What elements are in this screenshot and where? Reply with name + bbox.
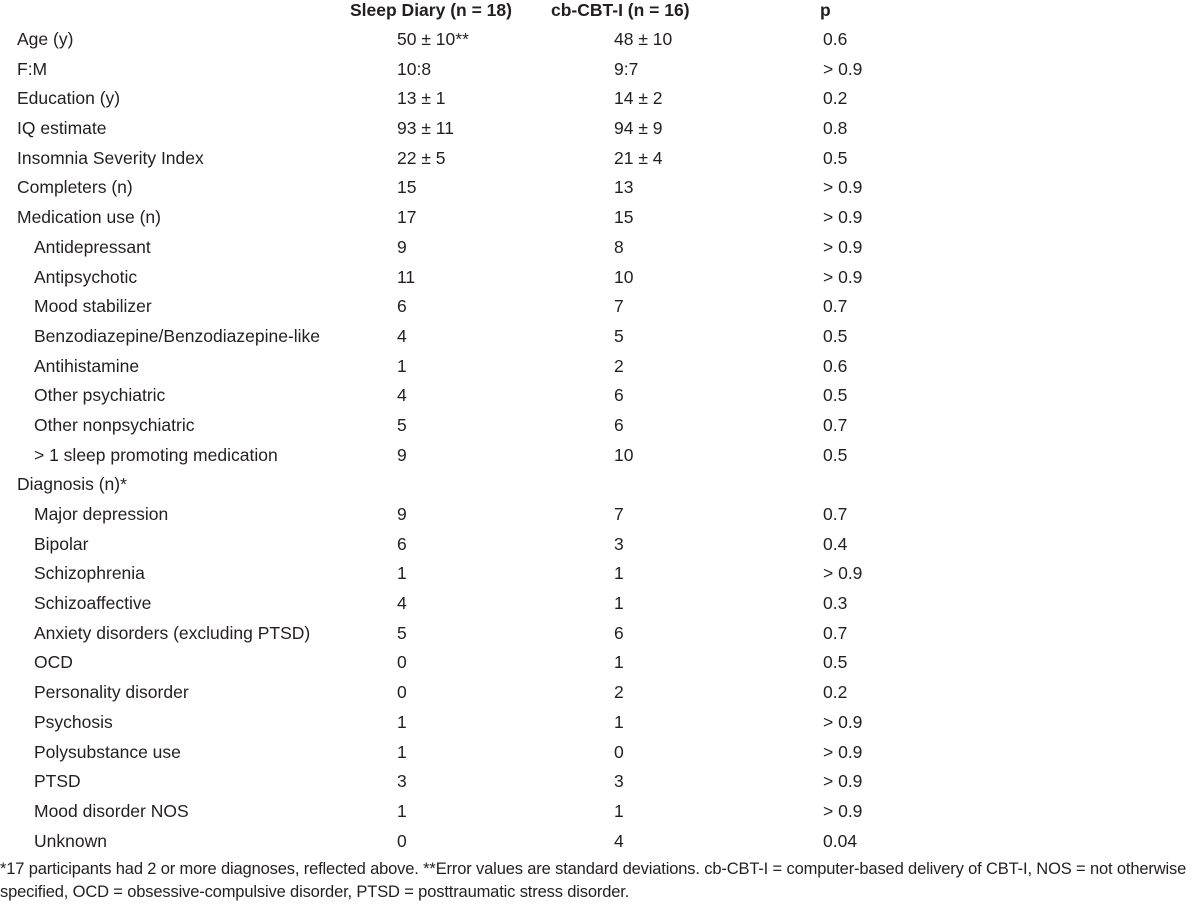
cell-sleep-diary: 5 — [397, 622, 407, 643]
table-row — [0, 500, 1200, 530]
row-label: > 1 sleep promoting medication — [34, 444, 278, 465]
cell-sleep-diary: 6 — [397, 533, 407, 554]
row-label: Medication use (n) — [17, 207, 161, 228]
cell-p-value: > 0.9 — [823, 58, 863, 79]
cell-sleep-diary: 10:8 — [397, 58, 432, 79]
cell-cb-cbt-i: 1 — [614, 711, 624, 732]
cell-sleep-diary: 4 — [397, 593, 407, 614]
cell-sleep-diary: 9 — [397, 504, 407, 524]
cell-p-value: 0.5 — [823, 444, 848, 465]
cell-p-value: 0.7 — [823, 504, 848, 524]
cell-cb-cbt-i: 21 ± 4 — [614, 147, 663, 168]
cell-cb-cbt-i: 4 — [614, 830, 624, 851]
table-row — [0, 559, 1200, 589]
table-row — [0, 411, 1200, 441]
cell-cb-cbt-i: 3 — [614, 771, 624, 792]
cell-sleep-diary: 11 — [397, 266, 416, 287]
cell-cb-cbt-i: 8 — [614, 236, 624, 257]
cell-p-value: > 0.9 — [823, 177, 863, 198]
cell-sleep-diary: 22 ± 5 — [397, 147, 446, 168]
cell-cb-cbt-i: 2 — [614, 682, 624, 703]
table-row — [0, 381, 1200, 411]
cell-p-value: 0.4 — [823, 533, 848, 554]
cell-cb-cbt-i: 7 — [614, 504, 624, 524]
cell-sleep-diary: 5 — [397, 414, 407, 435]
cell-p-value: 0.5 — [823, 385, 848, 406]
row-label: Unknown — [34, 830, 107, 851]
table-header — [0, 0, 1200, 22]
cell-sleep-diary: 4 — [397, 325, 407, 346]
cell-p-value: 0.7 — [823, 622, 848, 643]
header-cb-cbt-i: cb-CBT-I (n = 16) — [551, 0, 690, 20]
cell-sleep-diary: 0 — [397, 830, 407, 851]
cell-p-value: > 0.9 — [823, 207, 863, 228]
cell-sleep-diary: 1 — [397, 563, 407, 584]
row-label: Antipsychotic — [34, 266, 138, 287]
table-row — [0, 352, 1200, 382]
cell-cb-cbt-i: 10 — [614, 266, 634, 287]
table-row — [0, 797, 1200, 827]
row-label: Major depression — [34, 504, 169, 524]
cell-cb-cbt-i: 15 — [614, 207, 634, 228]
table-row — [0, 144, 1200, 174]
row-label: OCD — [34, 652, 73, 673]
cell-cb-cbt-i: 3 — [614, 533, 624, 554]
cell-sleep-diary: 6 — [397, 296, 407, 317]
cell-sleep-diary: 15 — [397, 177, 417, 198]
cell-sleep-diary: 9 — [397, 236, 407, 257]
cell-cb-cbt-i: 1 — [614, 800, 624, 821]
cell-p-value: 0.3 — [823, 593, 848, 614]
cell-p-value: 0.7 — [823, 414, 848, 435]
cell-cb-cbt-i: 10 — [614, 444, 634, 465]
row-label: Bipolar — [34, 533, 89, 554]
table-row — [0, 738, 1200, 768]
cell-cb-cbt-i: 9:7 — [614, 58, 639, 79]
cell-p-value: 0.5 — [823, 652, 848, 673]
table-body — [0, 25, 1200, 856]
cell-cb-cbt-i: 1 — [614, 563, 624, 584]
cell-p-value: > 0.9 — [823, 800, 863, 821]
row-label: Antidepressant — [34, 236, 151, 257]
cell-cb-cbt-i: 14 ± 2 — [614, 88, 663, 109]
cell-cb-cbt-i: 7 — [614, 296, 624, 317]
table-row — [0, 114, 1200, 144]
table-row — [0, 84, 1200, 114]
table-row — [0, 25, 1200, 55]
cell-sleep-diary: 1 — [397, 800, 407, 821]
cell-sleep-diary: 1 — [397, 711, 407, 732]
footnote: *17 participants had 2 or more diagnoses, reflected above. **Error values are standard deviations. cb-CBT-I = computer-based delivery of CBT-I, NOS = not otherwise specified, OCD = obsessive-compulsive disorder, PTSD = posttraumatic stress disorder. — [0, 860, 1187, 901]
cell-p-value: > 0.9 — [823, 266, 863, 287]
table-row — [0, 441, 1200, 471]
cell-p-value: > 0.9 — [823, 771, 863, 792]
cell-cb-cbt-i: 6 — [614, 414, 624, 435]
row-label: Mood disorder NOS — [34, 800, 189, 821]
row-label: Benzodiazepine/Benzodiazepine-like — [34, 325, 321, 346]
cell-sleep-diary: 1 — [397, 355, 407, 376]
table-row — [0, 292, 1200, 322]
table-row — [0, 173, 1200, 203]
row-label: PTSD — [34, 771, 81, 792]
row-label: Antihistamine — [34, 355, 140, 376]
cell-sleep-diary: 4 — [397, 385, 407, 406]
cell-cb-cbt-i: 5 — [614, 325, 624, 346]
cell-cb-cbt-i: 0 — [614, 741, 624, 762]
cell-sleep-diary: 17 — [397, 207, 417, 228]
table-row — [0, 708, 1200, 738]
table-row — [0, 619, 1200, 649]
cell-p-value: > 0.9 — [823, 236, 863, 257]
cell-p-value: 0.5 — [823, 325, 848, 346]
cell-p-value: 0.2 — [823, 682, 848, 703]
row-label: Diagnosis (n)* — [17, 474, 127, 495]
row-label: Psychosis — [34, 711, 113, 732]
table-row — [0, 470, 1200, 500]
cell-cb-cbt-i: 1 — [614, 593, 624, 614]
row-label: Insomnia Severity Index — [17, 147, 204, 168]
cell-cb-cbt-i: 2 — [614, 355, 624, 376]
cell-cb-cbt-i: 6 — [614, 622, 624, 643]
cell-p-value: 0.6 — [823, 355, 848, 376]
table-row — [0, 55, 1200, 85]
table-row — [0, 827, 1200, 857]
row-label: IQ estimate — [17, 118, 107, 139]
table-row — [0, 530, 1200, 560]
cell-p-value: > 0.9 — [823, 563, 863, 584]
table-row — [0, 678, 1200, 708]
cell-cb-cbt-i: 6 — [614, 385, 624, 406]
row-label: Schizoaffective — [34, 593, 152, 614]
cell-cb-cbt-i: 1 — [614, 652, 624, 673]
cell-p-value: 0.6 — [823, 29, 848, 49]
cell-sleep-diary: 13 ± 1 — [397, 88, 446, 109]
cell-sleep-diary: 0 — [397, 682, 407, 703]
header-sleep-diary: Sleep Diary (n = 18) — [350, 0, 512, 20]
table-row — [0, 767, 1200, 797]
header-p: p — [820, 0, 831, 20]
cell-p-value: 0.8 — [823, 118, 848, 139]
row-label: Other psychiatric — [34, 385, 166, 406]
cell-sleep-diary: 3 — [397, 771, 407, 792]
cell-sleep-diary: 0 — [397, 652, 407, 673]
row-label: F:M — [17, 58, 48, 79]
row-label: Anxiety disorders (excluding PTSD) — [34, 622, 311, 643]
table-row — [0, 263, 1200, 293]
cell-p-value: 0.7 — [823, 296, 848, 317]
cell-p-value: 0.5 — [823, 147, 848, 168]
cell-cb-cbt-i: 48 ± 10 — [614, 29, 673, 49]
cell-sleep-diary: 93 ± 11 — [397, 118, 454, 139]
cell-p-value: 0.2 — [823, 88, 848, 109]
row-label: Mood stabilizer — [34, 296, 152, 317]
row-label: Education (y) — [17, 88, 121, 109]
table-row — [0, 648, 1200, 678]
table-row — [0, 322, 1200, 352]
row-label: Polysubstance use — [34, 741, 181, 762]
cell-sleep-diary: 50 ± 10** — [397, 29, 469, 49]
cell-p-value: > 0.9 — [823, 711, 863, 732]
row-label: Other nonpsychiatric — [34, 414, 195, 435]
cell-p-value: 0.04 — [823, 830, 858, 851]
row-label: Personality disorder — [34, 682, 189, 703]
row-label: Schizophrenia — [34, 563, 145, 584]
cell-cb-cbt-i: 94 ± 9 — [614, 118, 663, 139]
cell-sleep-diary: 9 — [397, 444, 407, 465]
cell-cb-cbt-i: 13 — [614, 177, 634, 198]
table-row — [0, 589, 1200, 619]
row-label: Age (y) — [17, 29, 74, 49]
cell-p-value: > 0.9 — [823, 741, 863, 762]
table-row — [0, 233, 1200, 263]
cell-sleep-diary: 1 — [397, 741, 407, 762]
table-row — [0, 203, 1200, 233]
row-label: Completers (n) — [17, 177, 133, 198]
